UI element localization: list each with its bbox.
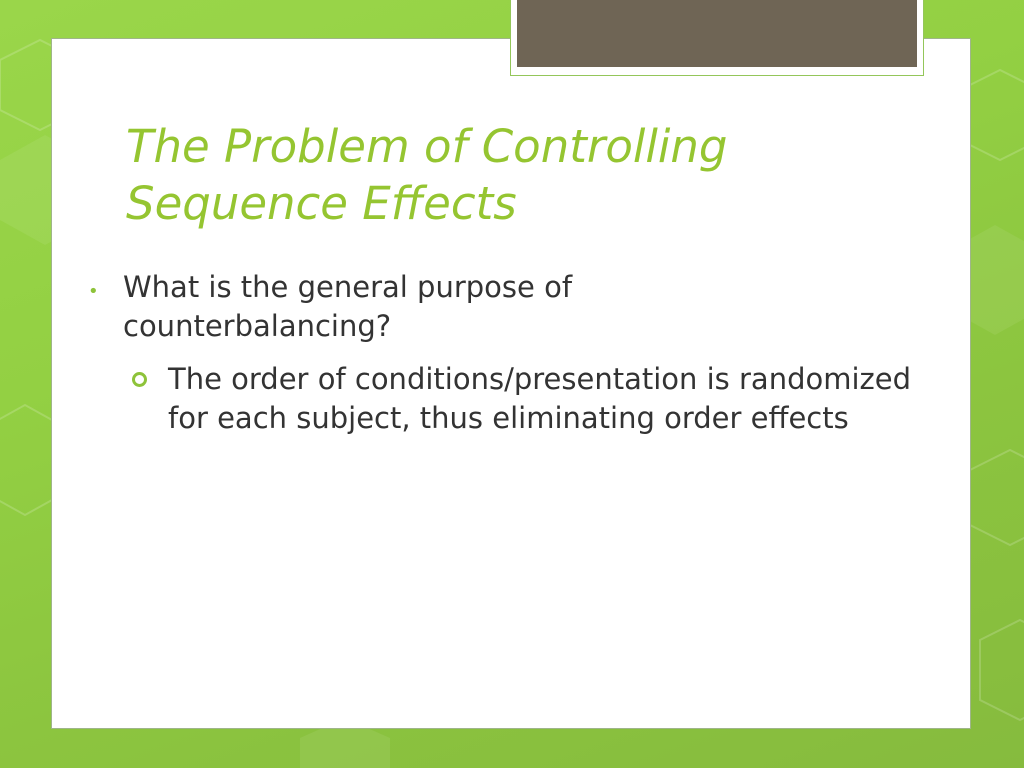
sub-bullet-text: The order of conditions/presentation is randomized for each subject, thus eliminating order effects [168, 362, 911, 435]
ring-bullet-icon [132, 372, 147, 387]
dot-bullet-icon: • [88, 281, 99, 302]
slide-title [126, 118, 946, 232]
slide-title-line-2: Sequence Effects [126, 177, 517, 230]
slide-title-line-1: The Problem of Controlling [126, 120, 728, 173]
bullet-text: What is the general purpose of counterbalancing? [123, 270, 573, 343]
header-tab-block [517, 0, 917, 67]
